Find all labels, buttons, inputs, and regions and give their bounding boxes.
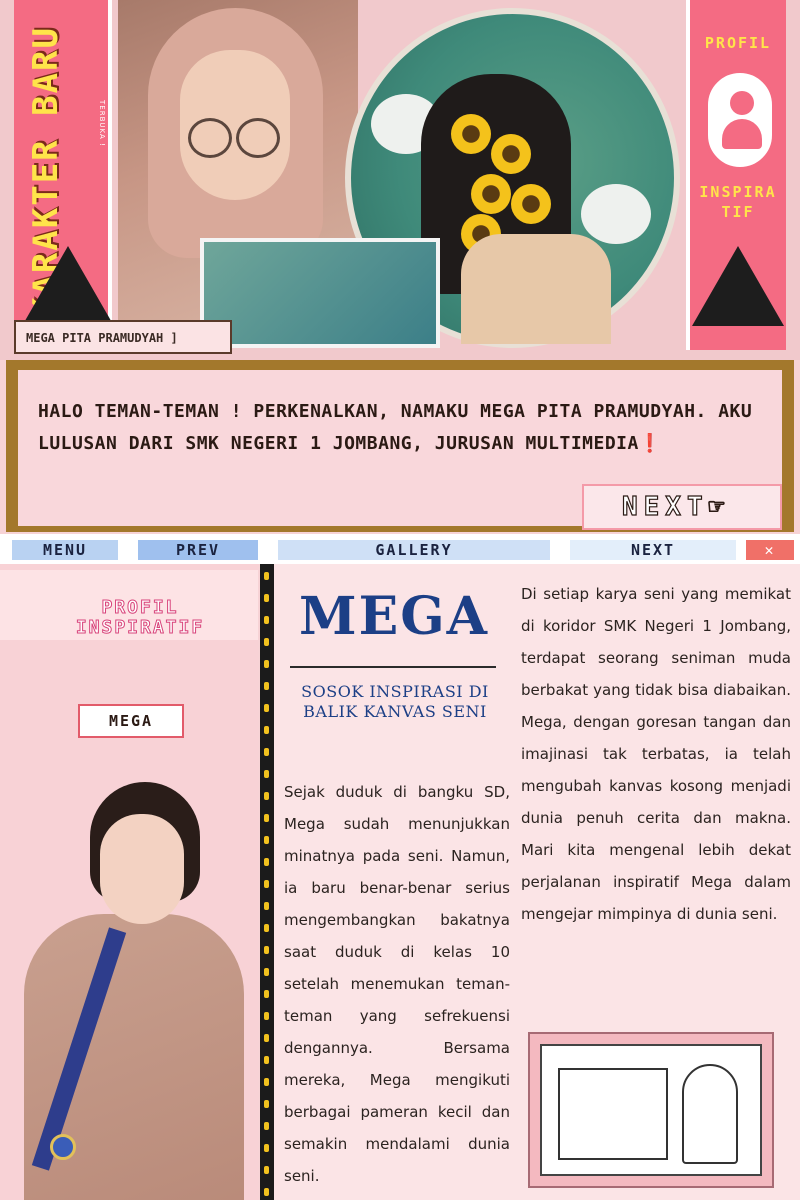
- divider-dash: [264, 726, 269, 734]
- divider-dash: [264, 572, 269, 580]
- divider-dash: [264, 1188, 269, 1196]
- divider-dash: [264, 1166, 269, 1174]
- dialog-next-button[interactable]: [582, 484, 782, 530]
- profile-panel-header: [0, 570, 258, 640]
- article-title: MEGA: [299, 586, 489, 647]
- dialog-box: [6, 360, 794, 532]
- divider-dash: [264, 836, 269, 844]
- divider-dash: [264, 1034, 269, 1042]
- avatar-icon: [705, 70, 775, 170]
- dialog-next-label: NEXT☞: [622, 492, 731, 522]
- divider-dash: [264, 902, 269, 910]
- right-triangle-decoration: [692, 246, 784, 326]
- divider-dash: [264, 616, 269, 624]
- medal-icon: [50, 1134, 76, 1160]
- left-triangle-decoration: [22, 246, 114, 326]
- article-paragraph-left: Sejak duduk di bangku SD, Mega sudah menunjukkan minatnya pada seni. Namun, ia baru benar-benar serius mengembangkan bakatnya saat duduk di kelas 10 setelah menemukan teman-teman yang sefrekuensi dengannya. Bersama mereka, Mega mengikuti berbagai pameran kecil dan semakin mendalami dunia seni.: [284, 783, 510, 1185]
- unlocked-label: TERBUKA !: [98, 100, 106, 147]
- prev-button[interactable]: PREV: [138, 540, 258, 560]
- divider-dash: [264, 748, 269, 756]
- divider-dash: [264, 682, 269, 690]
- divider-dash: [264, 968, 269, 976]
- top-banner: [0, 0, 800, 360]
- divider-dash: [264, 946, 269, 954]
- divider-dash: [264, 1100, 269, 1108]
- profile-panel: [0, 564, 258, 1200]
- hijab-sketch: [682, 1064, 738, 1164]
- divider-dash: [264, 990, 269, 998]
- divider-dash: [264, 858, 269, 866]
- divider-dash: [264, 594, 269, 602]
- divider-dash: [264, 814, 269, 822]
- divider-dash: [264, 638, 269, 646]
- article: [274, 564, 800, 1200]
- menu-button[interactable]: MENU: [12, 540, 118, 560]
- name-plate: [14, 320, 232, 354]
- profile-panel-title: PROFIL INSPIRATIF: [75, 597, 205, 638]
- title-divider: [290, 666, 496, 668]
- divider-dash: [264, 1012, 269, 1020]
- next-button[interactable]: NEXT: [570, 540, 736, 560]
- dialog-text: HALO TEMAN-TEMAN ! PERKENALKAN, NAMAKU MEGA PITA PRAMUDYAH. AKU LULUSAN DARI SMK NEGERI 1 JOMBANG, JURUSAN MULTIMEDIA❗: [38, 401, 753, 454]
- divider-dash: [264, 924, 269, 932]
- new-character-title: KARAKTER BARU: [26, 26, 66, 319]
- name-tag: [78, 704, 184, 738]
- film-divider: [260, 564, 274, 1200]
- sketch-frame: [528, 1032, 774, 1188]
- divider-dash: [264, 1122, 269, 1130]
- divider-dash: [264, 1144, 269, 1152]
- name-tag-text: MEGA: [108, 712, 154, 730]
- mega-portrait: [0, 764, 258, 1200]
- divider-dash: [264, 660, 269, 668]
- divider-dash: [264, 792, 269, 800]
- gallery-button[interactable]: GALLERY: [278, 540, 550, 560]
- close-button[interactable]: ✕: [746, 540, 794, 560]
- divider-dash: [264, 1056, 269, 1064]
- divider-dash: [264, 880, 269, 888]
- inspirative-label: INSPIRA TIF: [699, 183, 777, 221]
- article-subtitle: SOSOK INSPIRASI DI BALIK KANVAS SENI: [301, 682, 489, 721]
- small-canvas-painting: [200, 238, 440, 348]
- divider-dash: [264, 1078, 269, 1086]
- divider-dash: [264, 770, 269, 778]
- divider-dash: [264, 704, 269, 712]
- article-paragraph-right: Di setiap karya seni yang memikat di koridor SMK Negeri 1 Jombang, terdapat seorang seniman muda berbakat yang tidak bisa diabaikan. Mega, dengan goresan tangan dan imajinasi tak terbatas, ia telah mengubah kanvas kosong menjadi dunia penuh cerita dan makna. Mari kita mengenal lebih dekat perjalanan inspiratif Mega dalam mengejar mimpinya di dunia seni.: [521, 585, 791, 923]
- menu-bar: [0, 534, 800, 564]
- name-plate-text: MEGA PITA PRAMUDYAH ]: [26, 331, 178, 345]
- cats-sketch: [558, 1068, 668, 1160]
- profile-label: PROFIL: [704, 34, 772, 52]
